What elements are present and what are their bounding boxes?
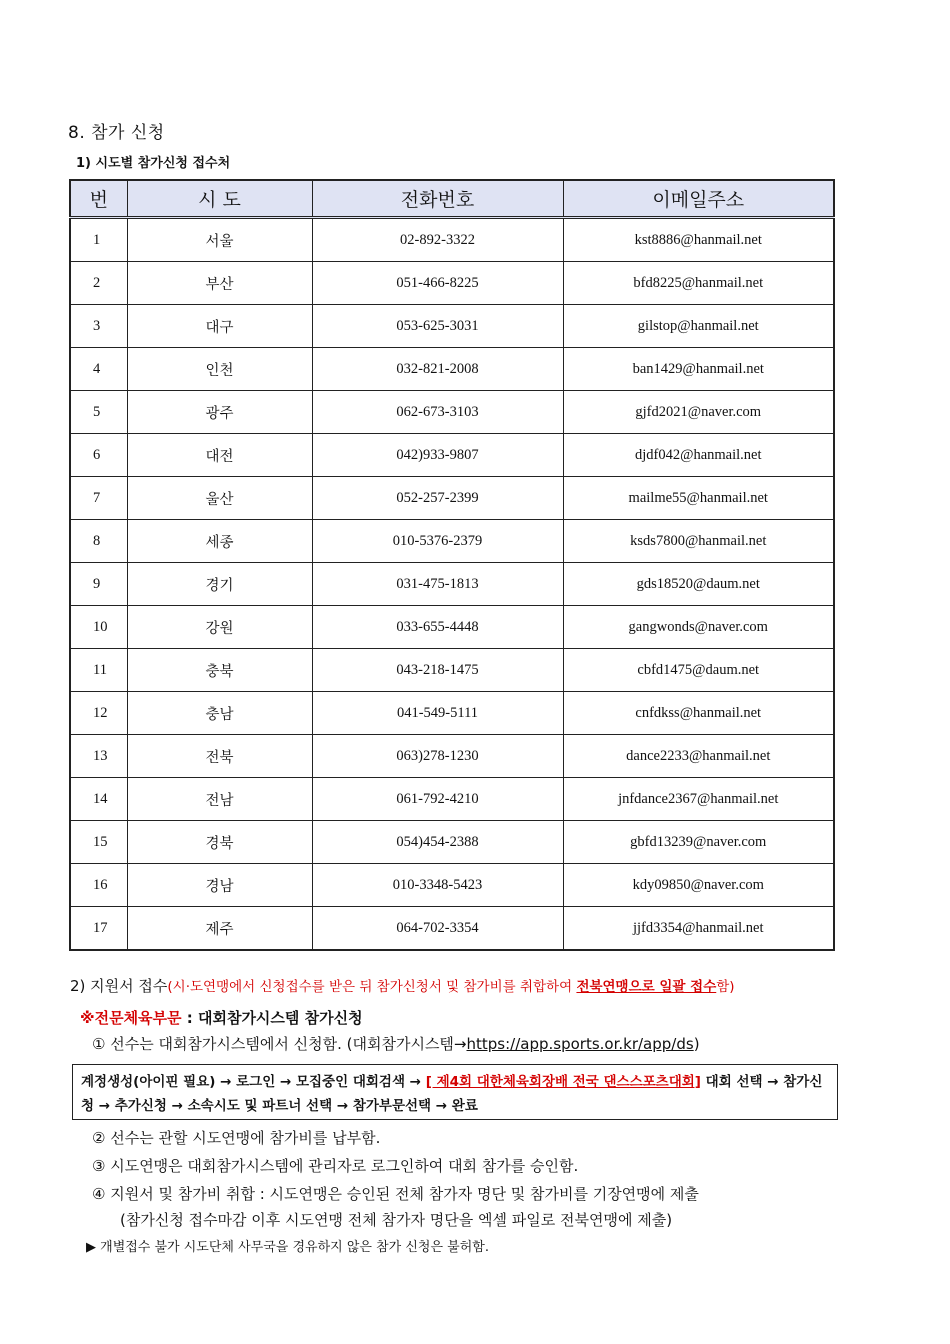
- table-row: [70, 778, 834, 821]
- row-number: 16: [70, 864, 127, 907]
- step-4: ④ 지원서 및 참가비 취합 : 시도연맹은 승인된 전체 참가자 명단 및 참가비를 기장연맹에 제출: [92, 1185, 699, 1203]
- row-region: 광주: [127, 391, 312, 434]
- row-region: 충남: [127, 692, 312, 735]
- row-number: 12: [70, 692, 127, 735]
- row-phone: 041-549-5111: [312, 692, 563, 735]
- step-1: [92, 1033, 700, 1054]
- notice: ▶ 개별접수 불가 시도단체 사무국을 경유하지 않은 참가 신청은 불허함.: [86, 1240, 489, 1255]
- row-region: 경기: [127, 563, 312, 606]
- row-phone: 063)278-1230: [312, 735, 563, 778]
- row-number: 9: [70, 563, 127, 606]
- row-region: 서울: [127, 218, 312, 262]
- row-phone: 053-625-3031: [312, 305, 563, 348]
- row-email: gangwonds@naver.com: [563, 606, 834, 649]
- step-4-detail: (참가신청 접수마감 이후 시도연맹 전체 참가자 명단을 엑셀 파일로 전북연맹에 제출): [120, 1211, 673, 1229]
- row-number: 17: [70, 907, 127, 951]
- row-number: 8: [70, 520, 127, 563]
- step-1-end: ): [693, 1035, 700, 1053]
- row-number: 3: [70, 305, 127, 348]
- system-title-rest: : 대회참가시스템 참가신청: [181, 1009, 363, 1027]
- step-2: ② 선수는 관할 시도연맹에 참가비를 납부함.: [92, 1129, 381, 1147]
- table-row: [70, 520, 834, 563]
- table-row: [70, 262, 834, 305]
- event-name: [ 제4회 대한체육회장배 전국 댄스스포츠대회]: [425, 1074, 701, 1090]
- subsection2: [70, 975, 735, 996]
- row-email: gbfd13239@naver.com: [563, 821, 834, 864]
- row-number: 13: [70, 735, 127, 778]
- row-phone: 010-5376-2379: [312, 520, 563, 563]
- row-email: jnfdance2367@hanmail.net: [563, 778, 834, 821]
- row-region: 충북: [127, 649, 312, 692]
- row-region: 강원: [127, 606, 312, 649]
- row-phone: 061-792-4210: [312, 778, 563, 821]
- header-phone: 전화번호: [312, 180, 563, 218]
- step-1-text: ① 선수는 대회참가시스템에서 신청함. (대회참가시스템→: [92, 1035, 467, 1053]
- subsection-title: 1) 시도별 참가신청 접수처: [76, 156, 231, 171]
- row-email: dance2233@hanmail.net: [563, 735, 834, 778]
- system-title: [80, 1007, 363, 1028]
- row-number: 1: [70, 218, 127, 262]
- registration-link[interactable]: https://app.sports.or.kr/app/ds: [466, 1035, 694, 1053]
- row-number: 7: [70, 477, 127, 520]
- table-row: [70, 348, 834, 391]
- table-row: [70, 821, 834, 864]
- row-region: 대전: [127, 434, 312, 477]
- row-region: 경북: [127, 821, 312, 864]
- table-row: [70, 434, 834, 477]
- row-phone: 032-821-2008: [312, 348, 563, 391]
- row-region: 전북: [127, 735, 312, 778]
- table-row: [70, 864, 834, 907]
- contacts-table: [69, 179, 835, 951]
- subsection2-title: 2) 지원서 접수: [70, 977, 168, 995]
- row-region: 대구: [127, 305, 312, 348]
- procedure-box: [72, 1064, 838, 1120]
- subsection2-note-emphasis: 전북연맹으로 일괄 접수: [576, 979, 717, 995]
- table-row: [70, 649, 834, 692]
- system-title-category: ※전문체육부문: [80, 1009, 182, 1027]
- row-email: gds18520@daum.net: [563, 563, 834, 606]
- row-phone: 042)933-9807: [312, 434, 563, 477]
- procedure-part1: 계정생성(아이핀 필요) → 로그인 → 모집중인 대회검색 →: [81, 1074, 426, 1090]
- row-region: 제주: [127, 907, 312, 951]
- row-email: bfd8225@hanmail.net: [563, 262, 834, 305]
- row-phone: 062-673-3103: [312, 391, 563, 434]
- row-number: 14: [70, 778, 127, 821]
- row-phone: 02-892-3322: [312, 218, 563, 262]
- row-number: 10: [70, 606, 127, 649]
- table-row: [70, 692, 834, 735]
- subsection2-note-end: 함): [716, 979, 735, 995]
- subsection2-note: (시·도연맹에서 신청접수를 받은 뒤 참가신청서 및 참가비를 취합하여: [167, 979, 577, 995]
- table-row: [70, 218, 834, 262]
- row-number: 15: [70, 821, 127, 864]
- row-region: 경남: [127, 864, 312, 907]
- row-email: ban1429@hanmail.net: [563, 348, 834, 391]
- row-number: 6: [70, 434, 127, 477]
- row-email: ksds7800@hanmail.net: [563, 520, 834, 563]
- row-email: djdf042@hanmail.net: [563, 434, 834, 477]
- row-region: 세종: [127, 520, 312, 563]
- row-phone: 031-475-1813: [312, 563, 563, 606]
- table-row: [70, 735, 834, 778]
- section-title: 8. 참가 신청: [68, 123, 165, 143]
- row-number: 4: [70, 348, 127, 391]
- row-phone: 043-218-1475: [312, 649, 563, 692]
- row-phone: 064-702-3354: [312, 907, 563, 951]
- table-row: [70, 477, 834, 520]
- row-email: kdy09850@naver.com: [563, 864, 834, 907]
- table-row: [70, 391, 834, 434]
- row-email: jjfd3354@hanmail.net: [563, 907, 834, 951]
- header-email: 이메일주소: [563, 180, 834, 218]
- table-header-row: [70, 180, 834, 218]
- row-number: 2: [70, 262, 127, 305]
- table-row: [70, 606, 834, 649]
- row-phone: 054)454-2388: [312, 821, 563, 864]
- table-row: [70, 305, 834, 348]
- row-email: gilstop@hanmail.net: [563, 305, 834, 348]
- row-region: 부산: [127, 262, 312, 305]
- row-number: 11: [70, 649, 127, 692]
- row-email: mailme55@hanmail.net: [563, 477, 834, 520]
- table-row: [70, 563, 834, 606]
- procedure-part2: 대회 선택 → 참가신청 → 추가신청 → 소속시도 및 파트너 선택 → 참가부문선택 → 완료: [81, 1074, 823, 1114]
- table-body: [70, 218, 834, 951]
- header-number: 번: [70, 180, 127, 218]
- row-region: 울산: [127, 477, 312, 520]
- table-row: [70, 907, 834, 951]
- header-region: 시 도: [127, 180, 312, 218]
- step-3: ③ 시도연맹은 대회참가시스템에 관리자로 로그인하여 대회 참가를 승인함.: [92, 1157, 579, 1175]
- row-region: 인천: [127, 348, 312, 391]
- row-phone: 052-257-2399: [312, 477, 563, 520]
- row-email: cbfd1475@daum.net: [563, 649, 834, 692]
- row-email: cnfdkss@hanmail.net: [563, 692, 834, 735]
- row-region: 전남: [127, 778, 312, 821]
- row-phone: 010-3348-5423: [312, 864, 563, 907]
- row-phone: 051-466-8225: [312, 262, 563, 305]
- row-email: kst8886@hanmail.net: [563, 218, 834, 262]
- row-email: gjfd2021@naver.com: [563, 391, 834, 434]
- row-number: 5: [70, 391, 127, 434]
- row-phone: 033-655-4448: [312, 606, 563, 649]
